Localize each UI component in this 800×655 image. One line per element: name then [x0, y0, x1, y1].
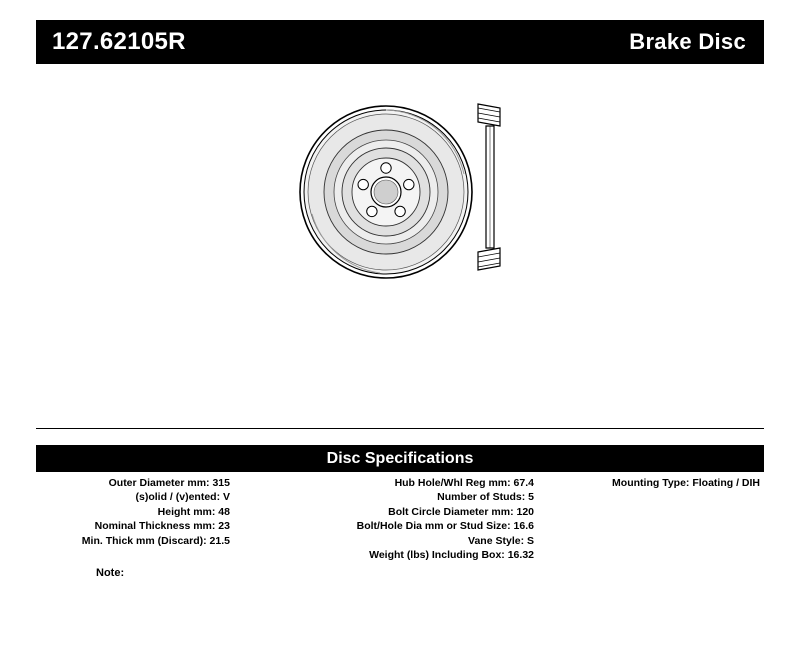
- spec-item: Number of Studs: 5: [437, 491, 534, 504]
- specifications-title: Disc Specifications: [326, 449, 474, 467]
- spec-item: Bolt/Hole Dia mm or Stud Size: 16.6: [356, 520, 534, 533]
- spec-item: Height mm: 48: [157, 505, 230, 518]
- spec-item: Outer Diameter mm: 315: [108, 477, 230, 489]
- page-title: Brake Disc: [629, 29, 746, 54]
- note-label: Note:: [96, 567, 125, 579]
- specifications-table: [36, 476, 764, 562]
- spec-item: Min. Thick mm (Discard): 21.5: [81, 534, 230, 547]
- part-number: 127.62105R: [52, 28, 186, 55]
- spec-item: Hub Hole/Whl Reg mm: 67.4: [394, 477, 534, 489]
- spec-item: Bolt Circle Diameter mm: 120: [388, 505, 534, 518]
- spec-item: Nominal Thickness mm: 23: [94, 520, 230, 533]
- spec-item: (s)olid / (v)ented: V: [135, 491, 230, 504]
- spec-item: Weight (lbs) Including Box: 16.32: [369, 549, 534, 562]
- spec-item: Mounting Type: Floating / DIH: [612, 477, 760, 489]
- spec-column-right: [544, 476, 764, 490]
- disc-specifications-header: [36, 445, 764, 472]
- product-drawing: [36, 80, 764, 430]
- spec-item: Vane Style: S: [468, 534, 534, 547]
- rotor-face-view: [296, 102, 476, 287]
- header-bar: [36, 20, 764, 64]
- spec-column-middle: [236, 476, 544, 562]
- section-divider: [36, 428, 764, 429]
- rotor-cross-section-view: [466, 100, 526, 280]
- spec-column-left: [36, 476, 236, 548]
